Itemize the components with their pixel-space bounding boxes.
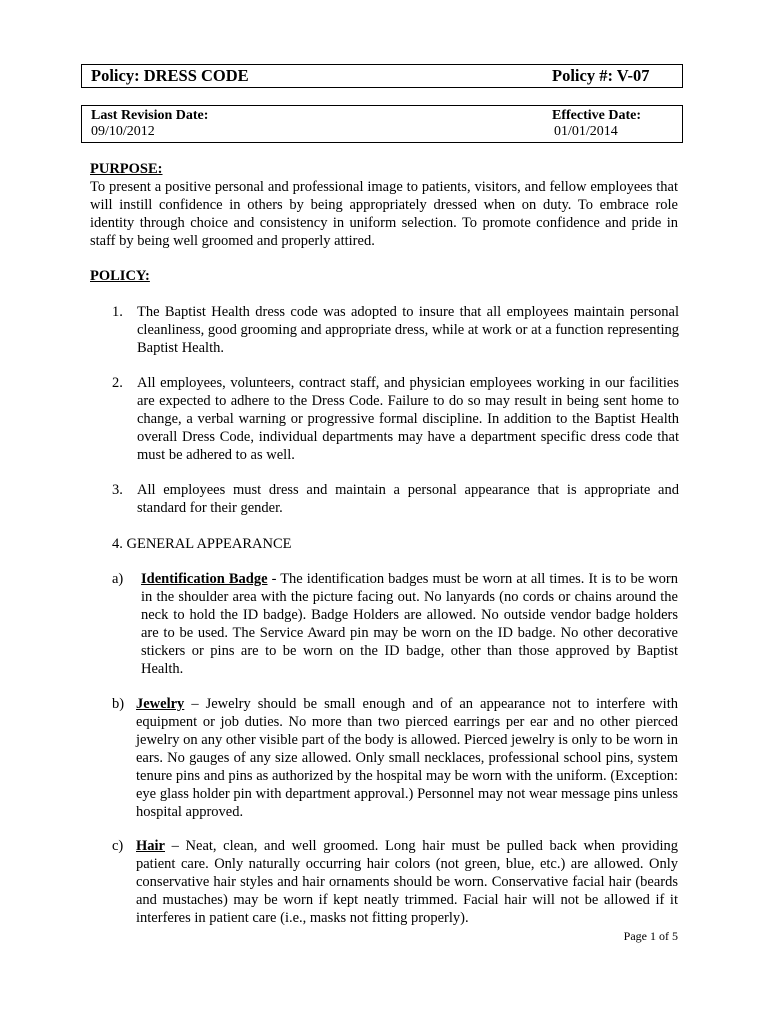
list-item-text: All employees must dress and maintain a personal appearance that is appropriate and standard for their gender.: [137, 482, 679, 516]
effective-date-value: 01/01/2014: [554, 124, 618, 139]
list-item-text: [136, 837, 678, 927]
policy-number: Policy #: V-07: [552, 66, 650, 85]
list-number: 1.: [112, 304, 123, 320]
list-number: 2.: [112, 375, 123, 391]
list-letter: b): [112, 696, 125, 712]
policy-title-box: [81, 64, 683, 88]
policy-heading: POLICY:: [90, 268, 150, 284]
list-number: 3.: [112, 482, 123, 498]
page-number: Page 1 of 5: [623, 929, 678, 943]
term-jewelry: Jewelry: [136, 696, 185, 712]
effective-date-label: Effective Date:: [552, 108, 642, 123]
general-appearance-heading: 4. GENERAL APPEARANCE: [112, 536, 292, 552]
term-identification-badge: Identification Badge: [141, 571, 268, 587]
list-item-text: [141, 570, 678, 678]
dates-box: [81, 105, 683, 143]
sub-item-description: – Neat, clean, and well groomed. Long hair must be pulled back when providing patient care. Only naturally occurring hair colors (not green, blue, etc.) are allowed. Only conservative hair styles and hair ornaments should be worn. Conservative facial hair (beards and mustaches) may be worn if kept neatly trimmed. Facial hair will not be allowed if it interferes in patient care (i.e., masks not fitting properly).: [136, 838, 678, 926]
purpose-heading: PURPOSE:: [90, 161, 163, 177]
list-letter: c): [112, 838, 124, 854]
list-item-text: The Baptist Health dress code was adopted to insure that all employees maintain personal cleanliness, good grooming and appropriate dress, while at work or at a function representing Baptist Health.: [137, 304, 679, 356]
policy-title: Policy: DRESS CODE: [91, 66, 249, 85]
purpose-text: To present a positive personal and professional image to patients, visitors, and fellow employees that will instill confidence in others by being appropriately dressed when on duty. To embrace role identity through choice and consistency in uniform selection. To promote confidence and pride in staff by being well groomed and properly attired.: [90, 179, 678, 249]
revision-date-value: 09/10/2012: [91, 124, 155, 139]
sub-item-description: - The identification badges must be worn at all times. It is to be worn in the shoulder area with the picture facing out. No lanyards (no cords or chains around the neck to hold the ID badge). Badge Holders are allowed. No outside vendor badge holders are to be used. The Service Award pin may be worn on the ID badge. No other decorative stickers or pins are to be worn on the ID badge, other than those approved by Baptist Health.: [141, 571, 678, 677]
term-hair: Hair: [136, 838, 165, 854]
sub-item-description: – Jewelry should be small enough and of an appearance not to interfere with equipment or job duties. No more than two pierced earrings per ear and no other pierced jewelry on any other visible part of the body is allowed. Pierced jewelry is only to be worn in ears. No gauges of any size allowed. Only small necklaces, professional school pins, system tenure pins and pins as authorized by the hospital may be worn with the uniform. (Exception: eye glass holder pin with department approval.) Personnel may not wear message pins unless hospital approved.: [136, 696, 678, 820]
list-item-text: [136, 695, 678, 821]
list-item-text: All employees, volunteers, contract staff, and physician employees working in our facilities are expected to adhere to the Dress Code. Failure to do so may result in being sent home to change, a verbal warning or progressive formal discipline. In addition to the Baptist Health overall Dress Code, individual departments may have a department specific dress code that must be adhered to as well.: [137, 375, 679, 463]
list-letter: a): [112, 571, 124, 587]
revision-date-label: Last Revision Date:: [91, 108, 209, 123]
